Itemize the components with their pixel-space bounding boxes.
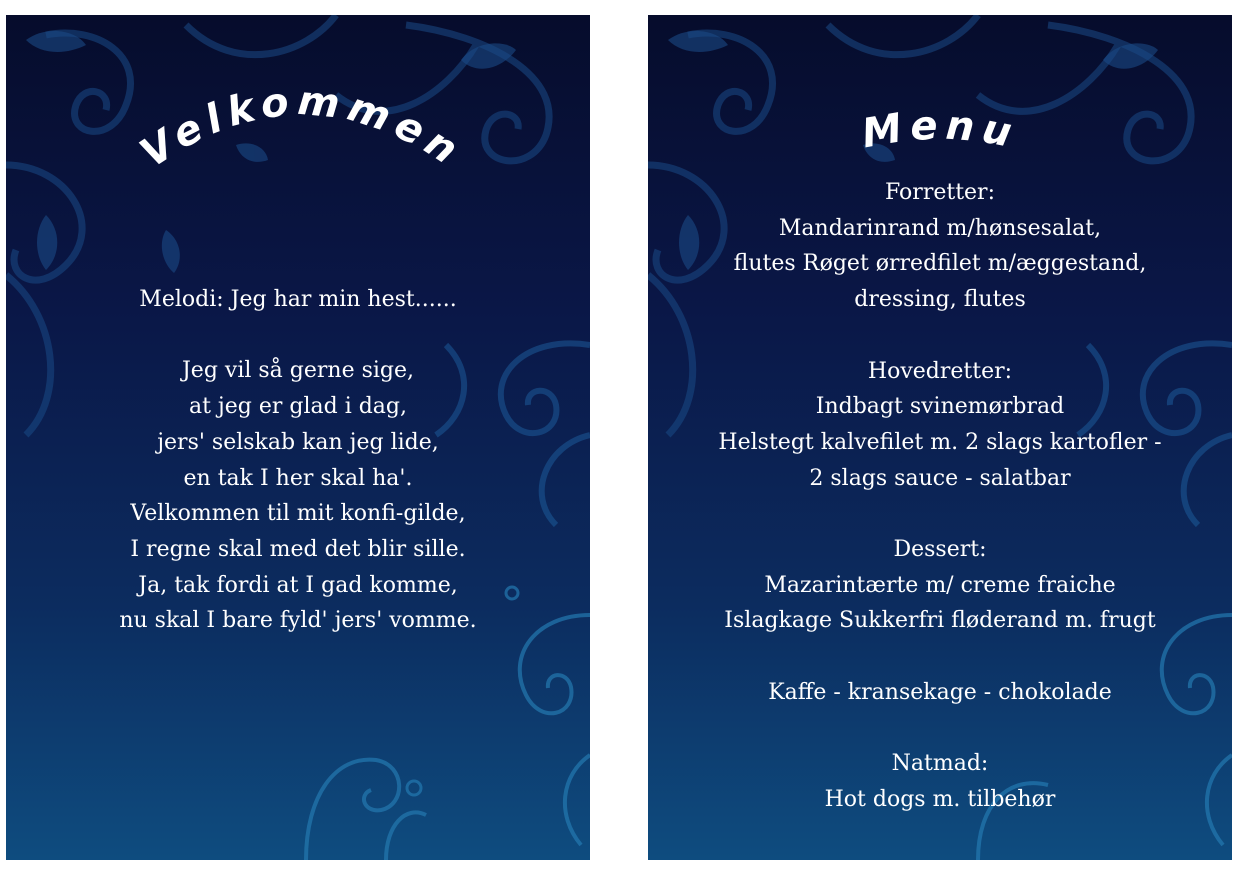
- verse-line: en tak I her skal ha'.: [183, 465, 413, 491]
- kaffe-line: Kaffe - kransekage - chokolade: [768, 679, 1112, 705]
- svg-text:Menu: [859, 103, 1023, 158]
- natmad-heading: Natmad:: [891, 751, 989, 777]
- spacer: [648, 711, 1232, 747]
- menu-title: Menu: [858, 102, 1023, 158]
- verse-line: at jeg er glad i dag,: [188, 394, 407, 420]
- menu-card: [648, 15, 1232, 860]
- verse-line: Velkommen til mit konfi-gilde,: [130, 501, 466, 527]
- spacer: [648, 318, 1232, 354]
- menu-item: flutes Røget ørredfilet m/æggestand,: [733, 251, 1147, 277]
- welcome-card: [6, 15, 590, 860]
- welcome-song: [6, 282, 590, 639]
- menu-item: Hot dogs m. tilbehør: [824, 786, 1056, 812]
- menu-item: Mandarinrand m/hønsesalat,: [778, 215, 1102, 241]
- menu-list: [648, 175, 1232, 818]
- menu-item: Helstegt kalvefilet m. 2 slags kartofler -: [718, 429, 1162, 455]
- welcome-title: Velkommen: [132, 77, 472, 177]
- verse-line: jers' selskab kan jeg lide,: [157, 429, 439, 455]
- menu-item: Mazarintærte m/ creme fraiche: [764, 572, 1116, 598]
- welcome-title-arc: [6, 15, 590, 235]
- spacer: [648, 496, 1232, 532]
- menu-item: Islagkage Sukkerfri fløderand m. frugt: [724, 608, 1156, 634]
- menu-item: dressing, flutes: [854, 287, 1026, 313]
- spacer: [6, 318, 590, 354]
- menu-item: Indbagt svinemørbrad: [815, 394, 1065, 420]
- verse-line: nu skal I bare fyld' jers' vomme.: [119, 608, 477, 634]
- verse-line: I regne skal med det blir sille.: [130, 536, 466, 562]
- melody-line: Melodi: Jeg har min hest......: [139, 287, 457, 312]
- spacer: [648, 639, 1232, 675]
- hovedretter-heading: Hovedretter:: [867, 358, 1013, 384]
- menu-item: 2 slags sauce - salatbar: [809, 465, 1071, 491]
- dessert-heading: Dessert:: [893, 537, 987, 562]
- forretter-heading: Forretter:: [885, 180, 995, 205]
- verse-line: Ja, tak fordi at I gad komme,: [138, 572, 458, 598]
- verse-line: Jeg vil så gerne sige,: [181, 358, 415, 384]
- svg-text:Velkommen: [132, 78, 471, 177]
